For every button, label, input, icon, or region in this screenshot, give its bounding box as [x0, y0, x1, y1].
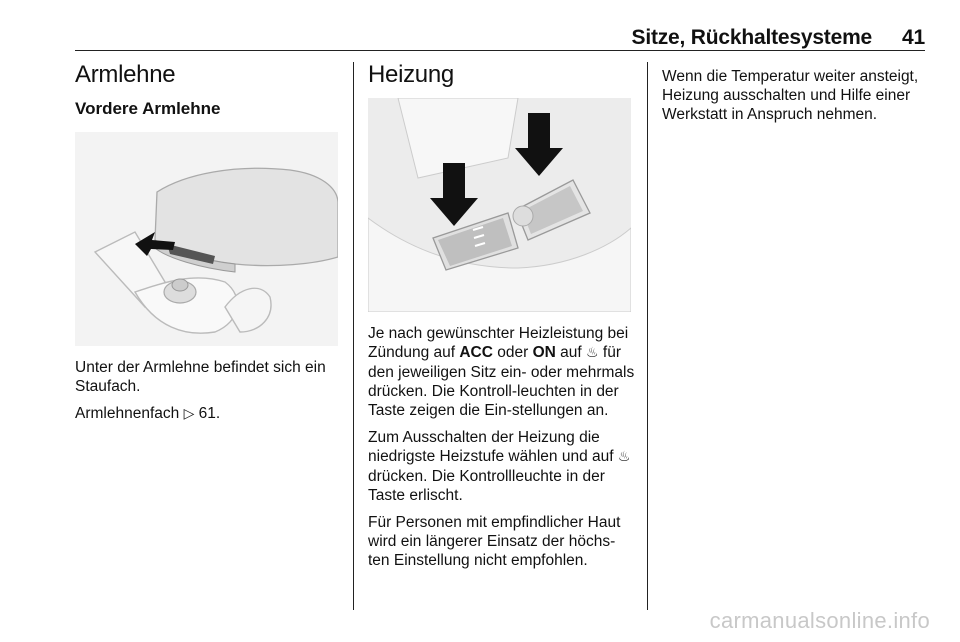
armrest-illustration — [75, 132, 338, 346]
paragraph-storage: Unter der Armlehne befindet sich ein Staufach. — [75, 359, 326, 395]
seat-heater-illustration — [368, 98, 631, 312]
paragraph-armrest-ref: Armlehnenfach ▷ 61. — [75, 405, 221, 422]
section-title: Sitze, Rückhaltesysteme — [631, 26, 873, 49]
column-divider-right — [647, 62, 648, 610]
section-heading-heizung: Heizung — [368, 61, 454, 88]
paragraph-sensitive-skin: Für Personen mit empfindlicher Haut wird ein längerer Einsatz der höchs-ten Einstellung nicht empfohlen. — [368, 514, 621, 569]
acc-label: ACC — [459, 344, 493, 361]
right-column — [662, 67, 927, 132]
column-divider-left — [353, 62, 354, 610]
header-title — [632, 26, 925, 50]
page-number: 41 — [902, 26, 925, 49]
paragraph-heating-off: Zum Ausschalten der Heizung die niedrigste Heizstufe wählen und auf ♨ drücken. Die Kontrollleuchte in der Taste erlischt. — [368, 429, 631, 504]
middle-column — [368, 60, 636, 578]
page-header — [75, 26, 925, 50]
header-rule — [75, 50, 925, 51]
subheading-vordere-armlehne: Vordere Armlehne — [75, 99, 221, 118]
section-heading-armlehne: Armlehne — [75, 61, 176, 88]
seat-heater-icon: ♨ — [617, 449, 631, 465]
paragraph-temperature-warning: Wenn die Temperatur weiter ansteigt, Heizung ausschalten und Hilfe einer Werkstatt in Anspruch nehmen. — [662, 68, 919, 123]
arrow-ref-icon: ▷ — [183, 406, 195, 422]
seat-heater-icon: ♨ — [586, 345, 599, 361]
watermark: carmanualsonline.info — [709, 608, 930, 633]
left-column — [75, 60, 343, 432]
paragraph-heating-on: Je nach gewünschter Heizleistung bei Zündung auf ACC oder ON auf ♨ für den jeweiligen Sitz ein- oder mehrmals drücken. Die Kontroll-leuchten in der Taste zeigen die Ein-stellungen an. — [368, 325, 635, 419]
on-label: ON — [532, 344, 556, 361]
